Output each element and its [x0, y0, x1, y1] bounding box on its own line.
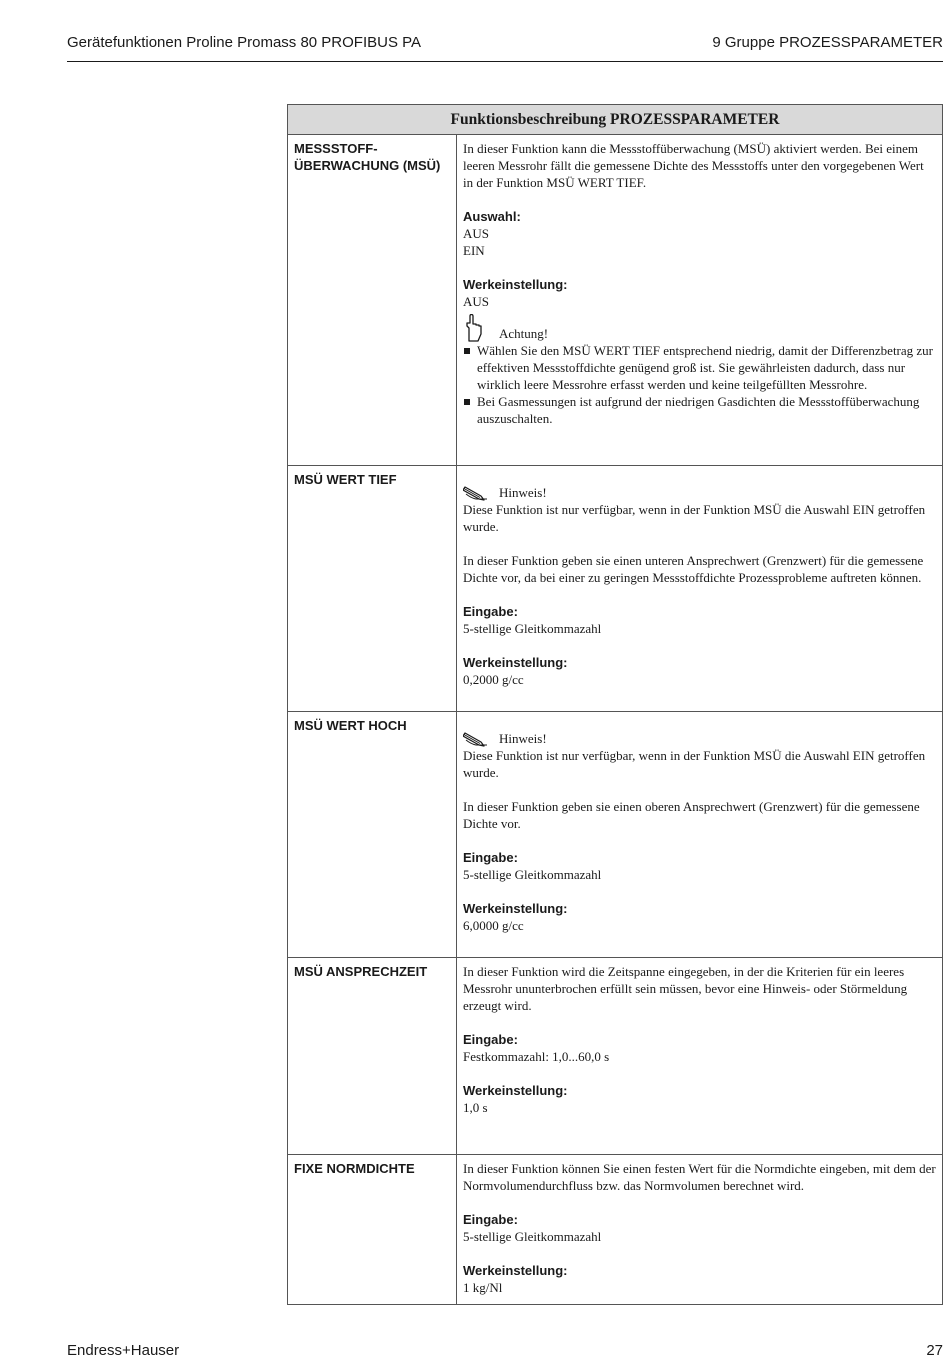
default-value: 0,2000 g/cc: [463, 672, 524, 687]
intro-text: In dieser Funktion wird die Zeitspanne eingegeben, in der die Kriterien für ein leeres Messrohr ununterbrochen erfüllt sein müssen, bevor eine Hinweis- oder Störmeldung erzeugt wird.: [463, 964, 908, 1013]
warning-heading: [463, 320, 936, 342]
choice-label: Auswahl:: [463, 209, 521, 224]
warning-list: [463, 342, 936, 427]
intro-text: In dieser Funktion kann die Messstoffüberwachung (MSÜ) aktiviert werden. Bei einem leeren Messrohr fällt die gemessene Dichte des Messstoffs unter den vorgegebenen Wert in der Funktion MSÜ WERT TIEF.: [463, 141, 924, 190]
input-value: 5-stellige Gleitkommazahl: [463, 867, 602, 882]
table-row: [288, 958, 943, 1155]
default-label: Werkeinstellung:: [463, 277, 568, 292]
table-title: Funktionsbeschreibung PROZESSPARAMETER: [288, 105, 943, 135]
input-value: 5-stellige Gleitkommazahl: [463, 621, 602, 636]
intro-text: In dieser Funktion geben sie einen unteren Ansprechwert (Grenzwert) für die gemessene Dichte vor, da bei einer zu geringen Messstoffdichte Prozessprobleme auftreten können.: [463, 553, 924, 585]
table-row: [288, 712, 943, 958]
function-description: [457, 958, 943, 1155]
table-row: [288, 466, 943, 712]
function-description: [457, 135, 943, 466]
default-label: Werkeinstellung:: [463, 1263, 568, 1278]
default-value: 1 kg/Nl: [463, 1280, 503, 1295]
input-label: Eingabe:: [463, 604, 518, 619]
note-label: Hinweis!: [499, 485, 547, 500]
input-label: Eingabe:: [463, 1032, 518, 1047]
table-header-row: [288, 105, 943, 135]
intro-text: In dieser Funktion geben sie einen oberen Ansprechwert (Grenzwert) für die gemessene Dichte vor.: [463, 799, 920, 831]
table-row: [288, 135, 943, 466]
table-row: [288, 1155, 943, 1305]
function-description: [457, 712, 943, 958]
function-name: MSÜ WERT TIEF: [288, 466, 457, 712]
default-value: 1,0 s: [463, 1100, 488, 1115]
note-label: Hinweis!: [499, 731, 547, 746]
header-document-title: Gerätefunktionen Proline Promass 80 PROFIBUS PA: [67, 34, 422, 51]
input-value: Festkommazahl: 1,0...60,0 s: [463, 1049, 610, 1064]
input-label: Eingabe:: [463, 850, 518, 865]
footer-brand: Endress+Hauser: [67, 1342, 180, 1359]
choice-value: EIN: [463, 243, 485, 258]
pencil-note-icon: [463, 725, 499, 747]
function-description-table: [287, 104, 943, 1305]
running-header: [67, 32, 943, 62]
list-item: Bei Gasmessungen ist aufgrund der niedrigen Gasdichten die Messstoffüberwachung auszuschalten.: [463, 393, 936, 427]
pointing-hand-icon: [463, 320, 499, 342]
note-text: Diese Funktion ist nur verfügbar, wenn in der Funktion MSÜ die Auswahl EIN getroffen wurde.: [463, 748, 926, 780]
default-value: 6,0000 g/cc: [463, 918, 524, 933]
input-label: Eingabe:: [463, 1212, 518, 1227]
input-value: 5-stellige Gleitkommazahl: [463, 1229, 602, 1244]
function-name: MSÜ ANSPRECHZEIT: [288, 958, 457, 1155]
default-label: Werkeinstellung:: [463, 1083, 568, 1098]
intro-text: In dieser Funktion können Sie einen festen Wert für die Normdichte eingeben, mit dem der Normvolumendurchfluss bzw. das Normvolumen berechnet wird.: [463, 1161, 936, 1193]
list-item: Wählen Sie den MSÜ WERT TIEF entsprechend niedrig, damit der Differenzbetrag zur effektiven Messstoffdichte genügend groß ist. Sie gewährleisten dadurch, dass nur wirklich leere Messrohre erfasst werden und keine teilgefüllten Messrohre.: [463, 342, 936, 393]
function-name: FIXE NORMDICHTE: [288, 1155, 457, 1305]
function-name: MSÜ WERT HOCH: [288, 712, 457, 958]
note-heading: [463, 479, 936, 501]
page-number: 27: [926, 1342, 943, 1359]
header-chapter-title: 9 Gruppe PROZESSPARAMETER: [712, 34, 943, 51]
note-text: Diese Funktion ist nur verfügbar, wenn in der Funktion MSÜ die Auswahl EIN getroffen wurde.: [463, 502, 926, 534]
function-name: MESSSTOFF- ÜBERWACHUNG (MSÜ): [288, 135, 457, 466]
warning-label: Achtung!: [499, 326, 549, 341]
note-heading: [463, 725, 936, 747]
default-value: AUS: [463, 294, 490, 309]
pencil-note-icon: [463, 479, 499, 501]
function-description: [457, 466, 943, 712]
choice-value: AUS: [463, 226, 490, 241]
default-label: Werkeinstellung:: [463, 901, 568, 916]
default-label: Werkeinstellung:: [463, 655, 568, 670]
function-description: [457, 1155, 943, 1305]
